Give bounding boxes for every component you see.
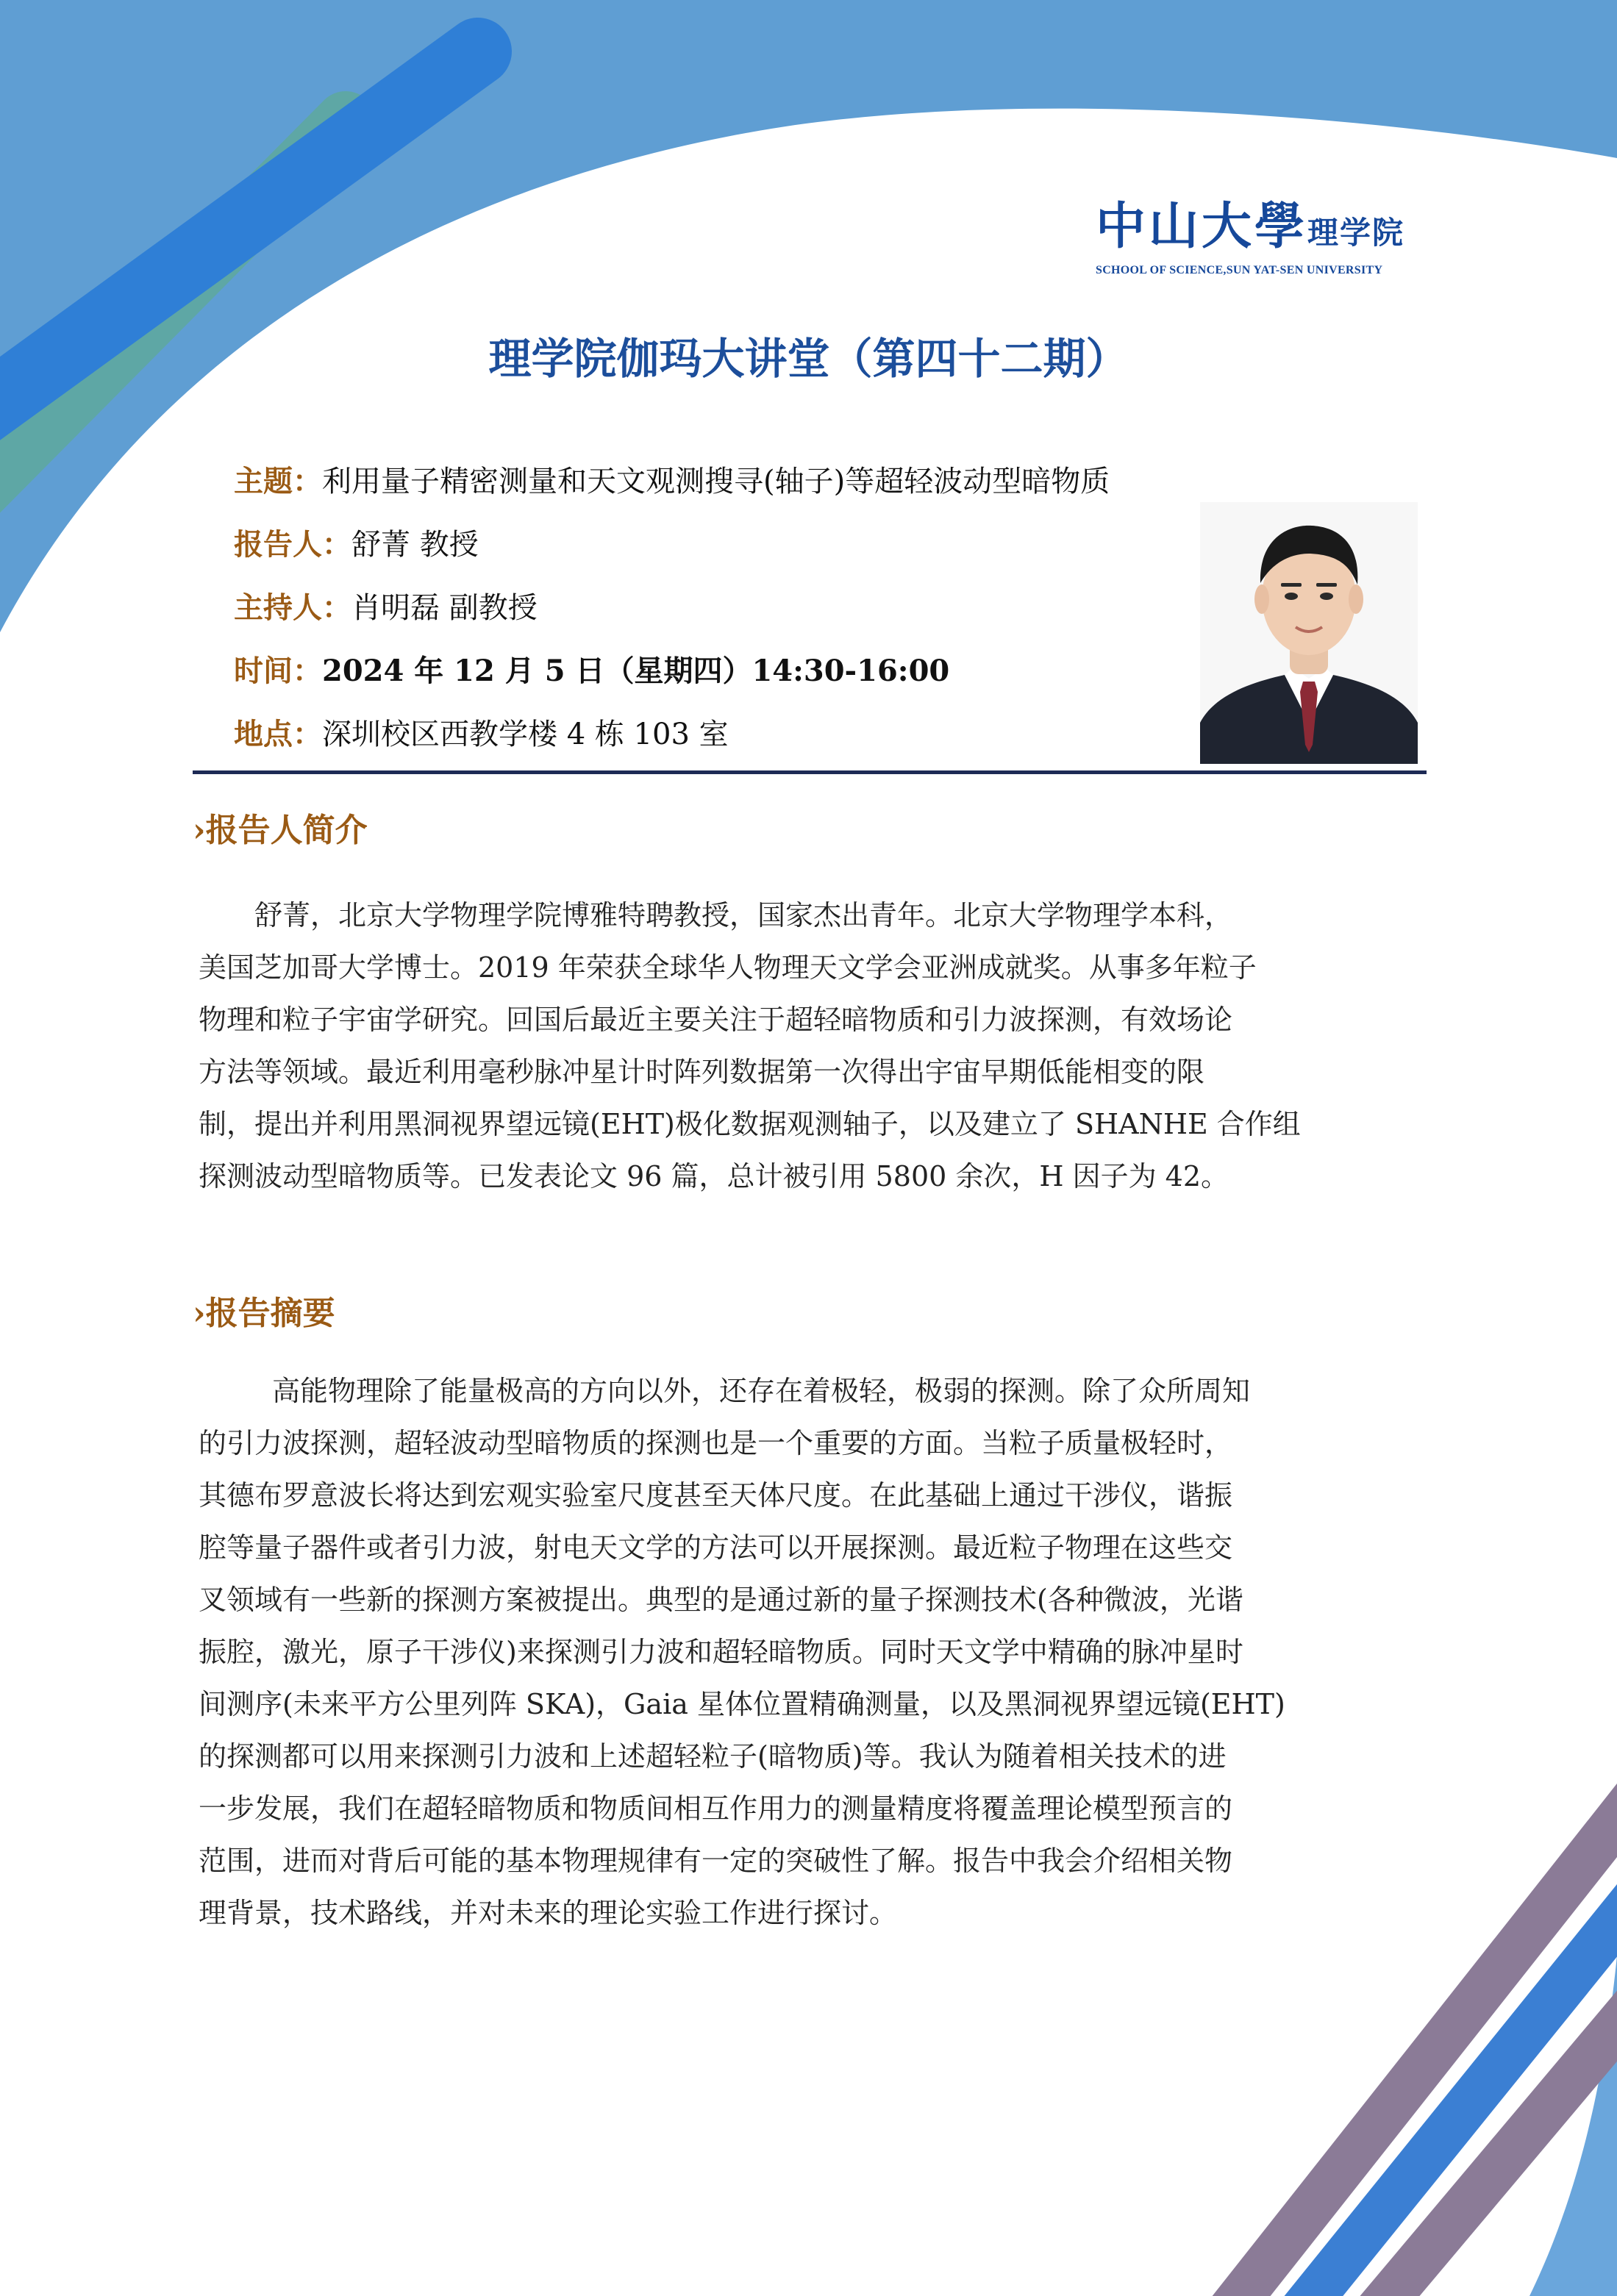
bio-heading: ›报告人简介 [193, 812, 368, 849]
info-value: 舒菁 教授 [351, 528, 479, 562]
logo-text-cn [1096, 197, 1419, 262]
info-label: 时间： [234, 654, 322, 688]
abstract-line: 其德布罗意波长将达到宏观实验室尺度甚至天体尺度。在此基础上通过干涉仪，谐振 [199, 1479, 1233, 1512]
lecture-info [234, 450, 1110, 766]
info-label: 主题： [234, 464, 322, 498]
abstract-line: 的探测都可以用来探测引力波和上述超轻粒子(暗物质)等。我认为随着相关技术的进 [199, 1740, 1227, 1773]
abstract-line: 一步发展，我们在超轻暗物质和物质间相互作用力的测量精度将覆盖理论模型预言的 [199, 1792, 1233, 1825]
speaker-portrait-image [1200, 502, 1418, 764]
bio-line: 物理和粒子宇宙学研究。回国后最近主要关注于超轻暗物质和引力波探测，有效场论 [199, 1004, 1233, 1036]
info-row-topic [234, 450, 1110, 513]
abstract-line: 理背景，技术路线，并对未来的理论实验工作进行探讨。 [199, 1897, 898, 1929]
info-label: 报告人： [234, 527, 351, 562]
abstract-line: 振腔，激光，原子干涉仪)来探测引力波和超轻暗物质。同时天文学中精确的脉冲星时 [199, 1636, 1243, 1668]
bio-line: 探测波动型暗物质等。已发表论文 96 篇，总计被引用 5800 余次，H 因子为 42。 [199, 1160, 1229, 1192]
info-row-speaker [234, 513, 1110, 576]
info-label: 地点： [234, 717, 322, 751]
section-divider [193, 770, 1427, 774]
page-title: 理学院伽玛大讲堂（第四十二期） [488, 334, 1129, 384]
bio-line: 美国芝加哥大学博士。2019 年荣获全球华人物理天文学会亚洲成就奖。从事多年粒子 [199, 951, 1257, 984]
bio-line: 制，提出并利用黑洞视界望远镜(EHT)极化数据观测轴子，以及建立了 SHANHE 合作组 [199, 1108, 1301, 1140]
logo-university-name: 中山大學 [1096, 197, 1308, 256]
university-logo [1096, 197, 1419, 277]
info-value: 深圳校区西教学楼 4 栋 103 室 [322, 718, 729, 751]
info-value: 肖明磊 副教授 [351, 591, 538, 625]
abstract-line: 高能物理除了能量极高的方向以外，还存在着极轻，极弱的探测。除了众所周知 [272, 1375, 1251, 1407]
info-row-host [234, 576, 1110, 640]
abstract-line: 的引力波探测，超轻波动型暗物质的探测也是一个重要的方面。当粒子质量极轻时， [199, 1427, 1233, 1459]
abstract-line: 腔等量子器件或者引力波，射电天文学的方法可以开展探测。最近粒子物理在这些交 [199, 1531, 1233, 1564]
bio-paragraph [199, 890, 1419, 1203]
info-row-time [234, 640, 1110, 703]
abstract-line: 叉领域有一些新的探测方案被提出。典型的是通过新的量子探测技术(各种微波，光谐 [199, 1584, 1243, 1616]
info-value: 2024 年 12 月 5 日（星期四）14:30-16:00 [322, 654, 950, 688]
bio-line: 方法等领域。最近利用毫秒脉冲星计时阵列数据第一次得出宇宙早期低能相变的限 [199, 1056, 1205, 1088]
abstract-line: 范围，进而对背后可能的基本物理规律有一定的突破性了解。报告中我会介绍相关物 [199, 1845, 1233, 1877]
abstract-line: 间测序(未来平方公里列阵 SKA)，Gaia 星体位置精确测量，以及黑洞视界望远镜(EHT) [199, 1688, 1285, 1720]
speaker-photo [1200, 502, 1418, 764]
info-value: 利用量子精密测量和天文观测搜寻(轴子)等超轻波动型暗物质 [322, 465, 1110, 498]
logo-text-en: SCHOOL OF SCIENCE,SUN YAT-SEN UNIVERSITY [1096, 264, 1383, 276]
bio-line: 舒菁，北京大学物理学院博雅特聘教授，国家杰出青年。北京大学物理学本科， [254, 899, 1233, 931]
abstract-paragraph [199, 1365, 1419, 1939]
info-label: 主持人： [234, 590, 351, 625]
abstract-heading: ›报告摘要 [193, 1295, 335, 1332]
logo-school-name: 理学院 [1307, 215, 1405, 251]
info-row-location [234, 703, 1110, 766]
